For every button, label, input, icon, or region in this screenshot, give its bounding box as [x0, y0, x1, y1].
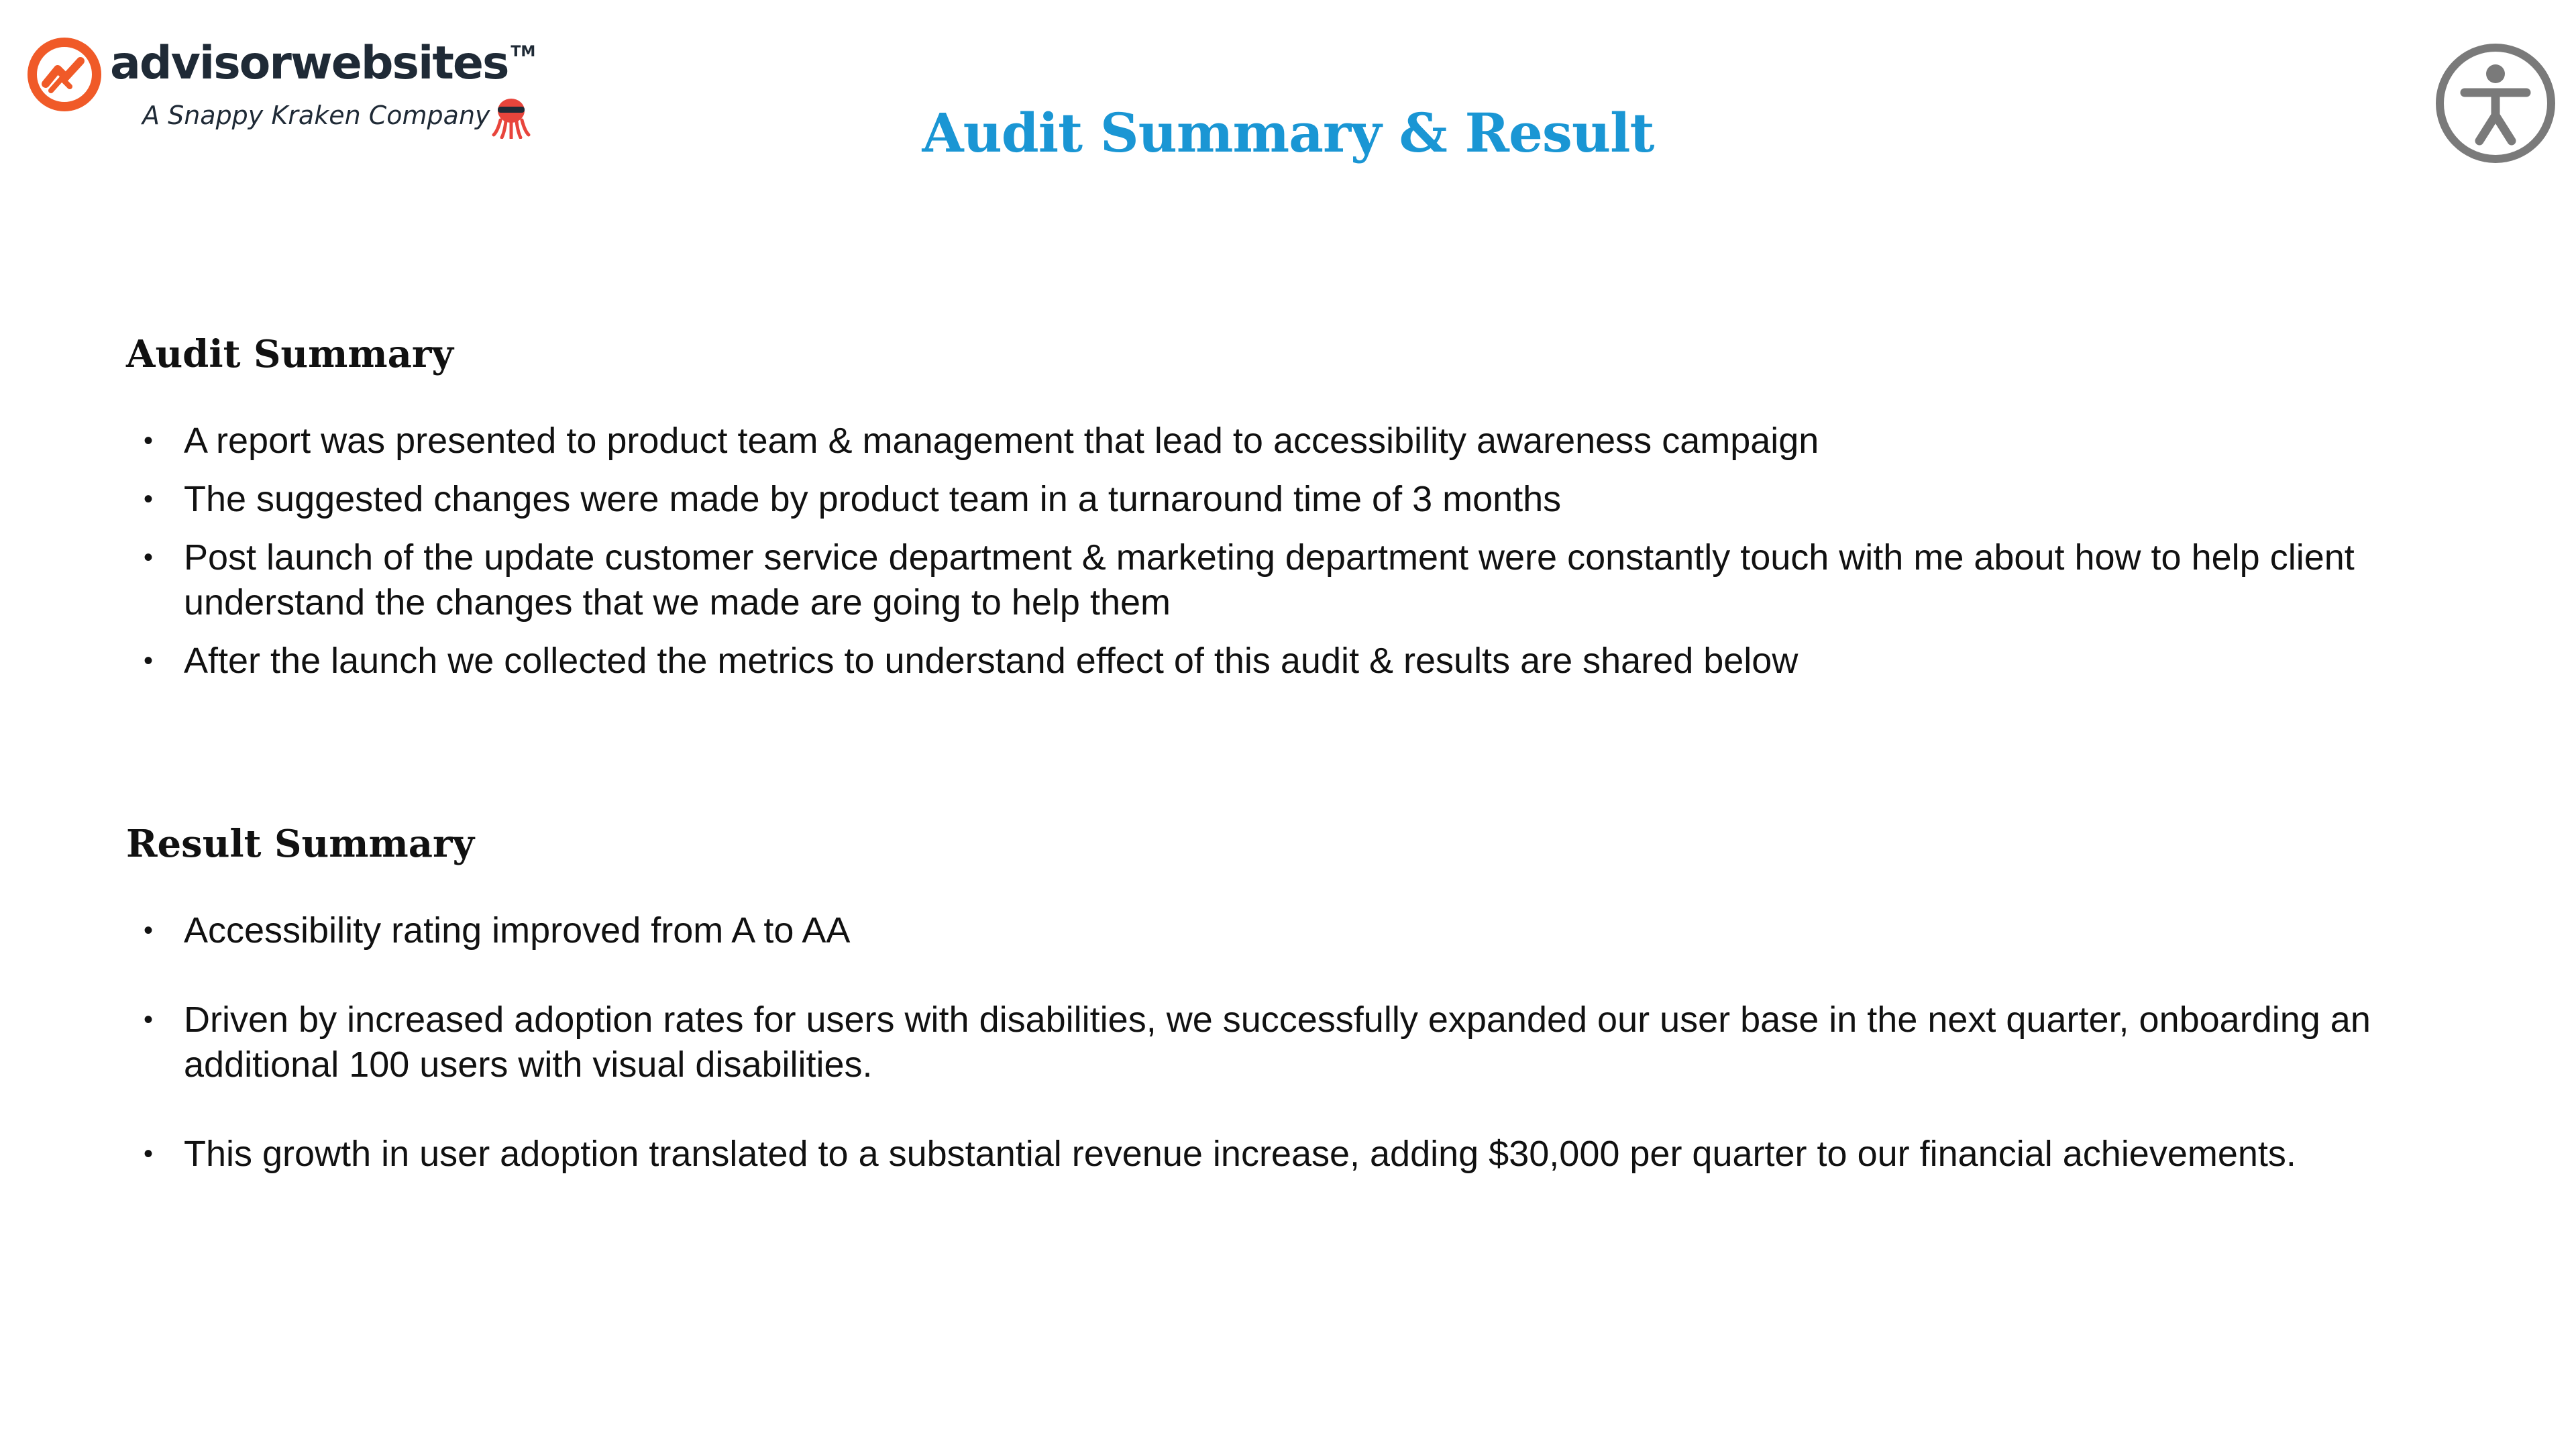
audit-summary-heading: Audit Summary: [126, 332, 453, 376]
list-item: • The suggested changes were made by product team in a turnaround time of 3 months: [126, 477, 2501, 522]
audit-summary-section: [126, 332, 2501, 697]
result-summary-heading: Result Summary: [126, 822, 475, 866]
trademark-mark: TM: [511, 44, 536, 60]
advisorwebsites-mark-icon: [27, 37, 102, 112]
list-item: • This growth in user adoption translated to a substantial revenue increase, adding $30,000 per quarter to our financial achievements.: [126, 1132, 2501, 1177]
list-item: • Post launch of the update customer service department & marketing department were constantly touch with me about how to help client understand the changes that we made are going to help them: [126, 535, 2501, 625]
page-title: Audit Summary & Result: [922, 101, 1654, 164]
list-item: • Accessibility rating improved from A to AA: [126, 908, 2501, 953]
result-summary-section: [126, 822, 2501, 1221]
result-summary-list: [126, 908, 2501, 1177]
accessibility-icon[interactable]: [2434, 42, 2557, 165]
logo-tagline: A Snappy Kraken Company: [142, 101, 490, 130]
audit-summary-list: [126, 419, 2501, 684]
list-item: • A report was presented to product team & management that lead to accessibility awareness campaign: [126, 419, 2501, 464]
list-item: • Driven by increased adoption rates for users with disabilities, we successfully expanded our user base in the next quarter, onboarding an additional 100 users with visual disabilities.: [126, 998, 2501, 1087]
list-item: • After the launch we collected the metrics to understand effect of this audit & results are shared below: [126, 639, 2501, 684]
logo-wordmark: advisorwebsites ™: [110, 37, 536, 90]
